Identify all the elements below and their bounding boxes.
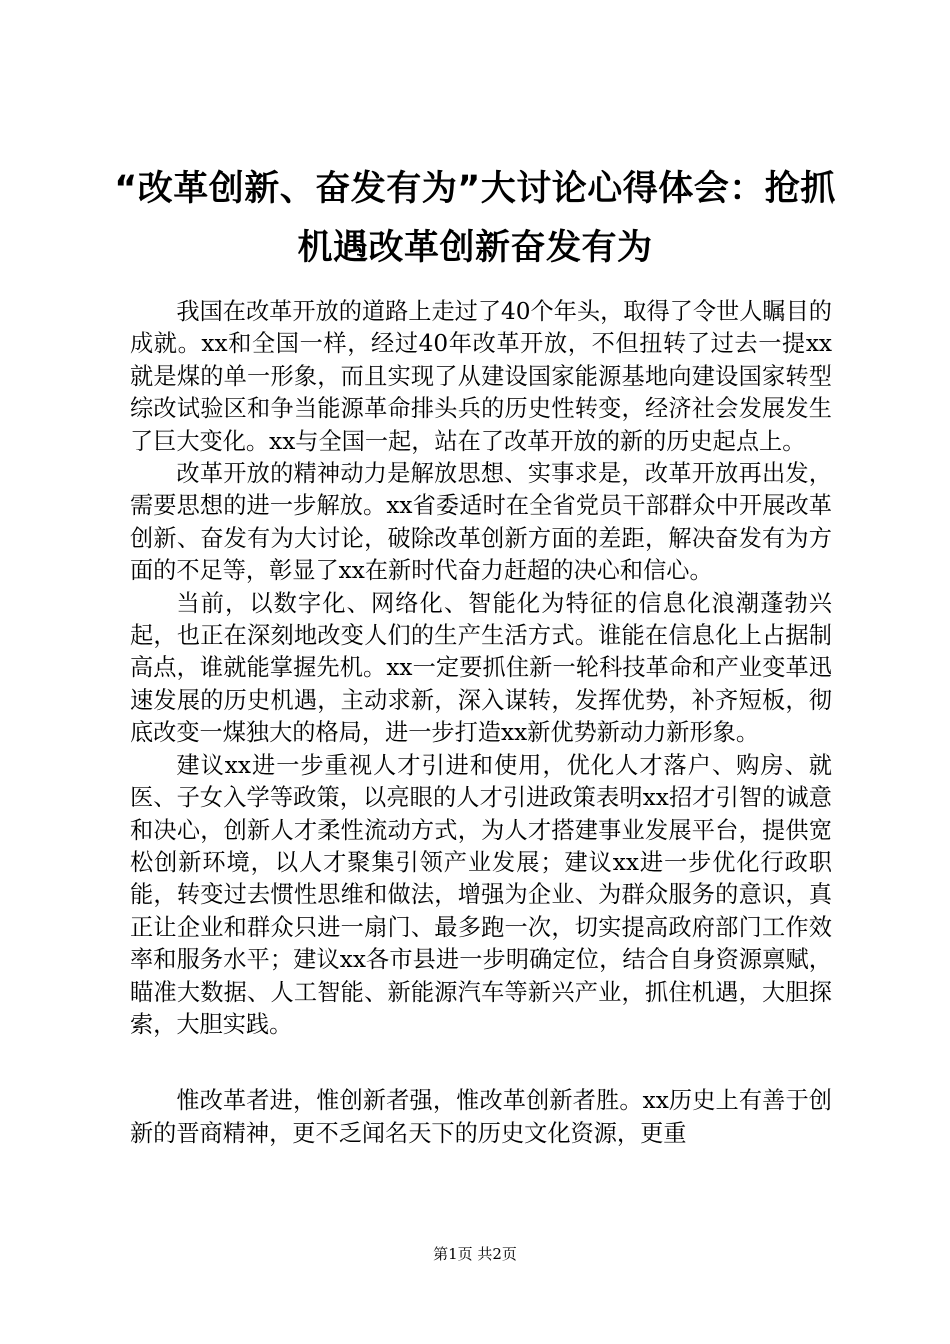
- document-title: “改革创新、奋发有为”大讨论心得体会：抢抓机遇改革创新奋发有为: [114, 169, 836, 268]
- paragraph-1: 我国在改革开放的道路上走过了40个年头，取得了令世人瞩目的成就。xx和全国一样，经过40年改革开放，不但扭转了过去一提xx就是煤的单一形象，而且实现了从建设国家能源基地向建设国家转型综改试验区和争当能源革命排头兵的历史性转变，经济社会发展发生了巨大变化。xx与全国一起，站在了改革开放的新的历史起点上。: [130, 298, 832, 455]
- paragraph-4: 建议xx进一步重视人才引进和使用，优化人才落户、购房、就医、子女入学等政策，以亮眼的人才引进政策表明xx招才引智的诚意和决心，创新人才柔性流动方式，为人才搭建事业发展平台，提供宽松创新环境，以人才聚集引领产业发展；建议xx进一步优化行政职能，转变过去惯性思维和做法，增强为企业、为群众服务的意识，真正让企业和群众只进一扇门、最多跑一次，切实提高政府部门工作效率和服务水平；建议xx各市县进一步明确定位，结合自身资源禀赋，瞄准大数据、人工智能、新能源汽车等新兴产业，抓住机遇，大胆探索，大胆实践。: [130, 751, 832, 1038]
- paragraph-gap: [130, 1041, 832, 1085]
- document-body: [130, 296, 832, 1150]
- page-number-footer: 第1页 共2页: [433, 1245, 517, 1263]
- paragraph-3: 当前，以数字化、网络化、智能化为特征的信息化浪潮蓬勃兴起，也正在深刻地改变人们的生产生活方式。谁能在信息化上占据制高点，谁就能掌握先机。xx一定要抓住新一轮科技革命和产业变革迅速发展的历史机遇，主动求新，深入谋转，发挥优势，补齐短板，彻底改变一煤独大的格局，进一步打造xx新优势新动力新形象。: [130, 589, 832, 747]
- paragraph-5: 惟改革者进，惟创新者强，惟改革创新者胜。xx历史上有善于创新的晋商精神，更不乏闻名天下的历史文化资源，更重: [130, 1087, 832, 1147]
- paragraph-2: 改革开放的精神动力是解放思想、实事求是，改革开放再出发，需要思想的进一步解放。xx省委适时在全省党员干部群众中开展改革创新、奋发有为大讨论，破除改革创新方面的差距，解决奋发有为方面的不足等，彰显了xx在新时代奋力赶超的决心和信心。: [130, 460, 832, 585]
